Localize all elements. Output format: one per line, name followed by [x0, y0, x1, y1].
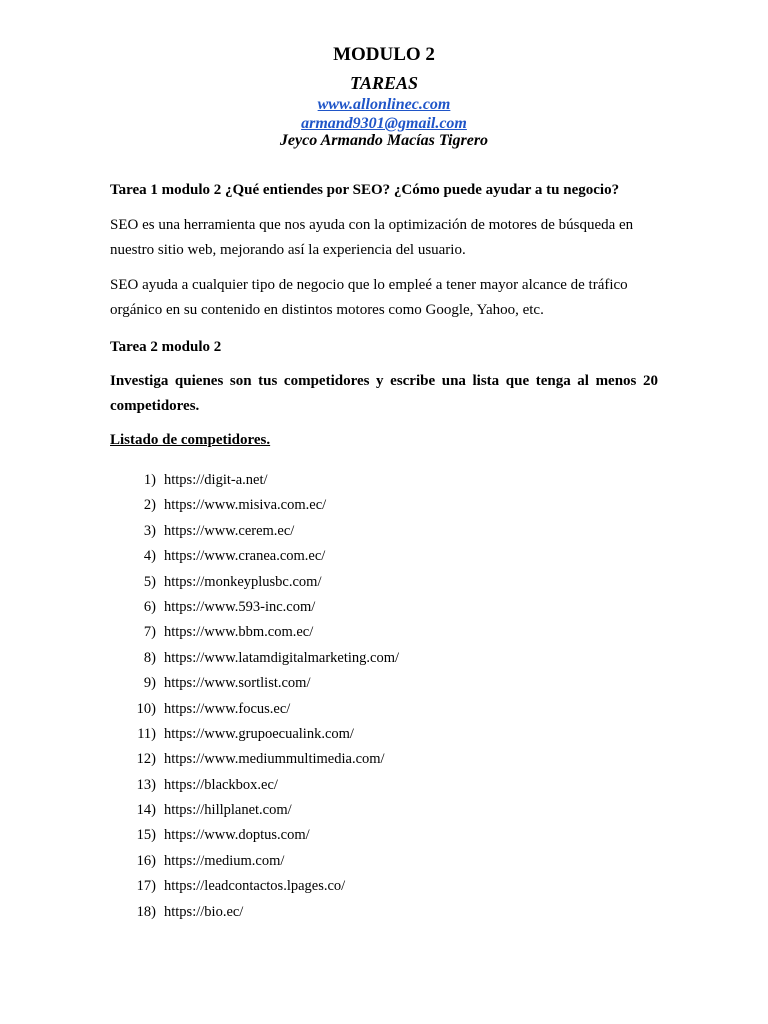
list-item	[110, 773, 670, 798]
list-item-url[interactable]: https://hillplanet.com/	[164, 802, 292, 819]
list-item-number: 4)	[143, 548, 156, 565]
list-item	[110, 620, 670, 645]
list-item-url[interactable]: https://www.sortlist.com/	[164, 675, 311, 692]
list-item	[110, 671, 670, 696]
list-item-url[interactable]: https://blackbox.ec/	[164, 776, 278, 793]
list-item	[110, 823, 670, 848]
list-item-url[interactable]: https://www.latamdigitalmarketing.com/	[164, 649, 400, 666]
competitors-list	[110, 468, 670, 925]
list-item	[110, 646, 670, 671]
list-item-url[interactable]: https://www.bbm.com.ec/	[164, 624, 314, 641]
list-item-url[interactable]: https://medium.com/	[164, 852, 285, 869]
list-item-number: 10)	[136, 700, 156, 717]
list-item-number: 14)	[136, 802, 156, 819]
email-line	[0, 115, 768, 133]
list-item-url[interactable]: https://www.grupoecualink.com/	[164, 725, 354, 742]
website-line	[0, 96, 768, 114]
competitors-list-heading: Listado de competidores.	[110, 432, 271, 448]
list-item-url[interactable]: https://bio.ec/	[164, 903, 244, 920]
list-item	[110, 519, 670, 544]
list-item-url[interactable]: https://www.doptus.com/	[164, 827, 310, 844]
list-item-number: 15)	[136, 827, 156, 844]
list-item-url[interactable]: https://leadcontactos.lpages.co/	[164, 878, 346, 895]
list-item	[110, 595, 670, 620]
list-item-number: 11)	[137, 725, 156, 742]
list-item-number: 16)	[136, 852, 156, 869]
list-item-url[interactable]: https://www.focus.ec/	[164, 700, 291, 717]
list-item	[110, 544, 670, 569]
document-title: MODULO 2	[333, 44, 435, 65]
list-item	[110, 747, 670, 772]
list-item	[110, 468, 670, 493]
list-item	[110, 697, 670, 722]
list-item-number: 1)	[143, 472, 156, 488]
list-item-number: 8)	[143, 649, 156, 666]
list-item-url[interactable]: https://monkeyplusbc.com/	[164, 573, 322, 590]
list-item-number: 17)	[136, 878, 156, 895]
list-item-url[interactable]: https://www.cranea.com.ec/	[164, 548, 326, 565]
email-link[interactable]: armand9301@gmail.com	[301, 115, 467, 132]
document-subtitle: TAREAS	[349, 73, 419, 93]
tarea2-title: Tarea 2 modulo 2	[110, 339, 222, 355]
list-item-number: 9)	[143, 675, 156, 692]
list-item	[110, 493, 670, 518]
tarea1-paragraph-2: SEO ayuda a cualquier tipo de negocio que lo empleé a tener mayor alcance de tráfico orgánico en su contenido en distintos motores como Google, Yahoo, etc.	[110, 277, 628, 318]
list-item-number: 7)	[143, 624, 156, 641]
list-item-number: 2)	[143, 497, 156, 514]
list-item-number: 6)	[143, 598, 156, 615]
author-name: Jeyco Armando Macías Tigrero	[279, 132, 489, 149]
tarea1-paragraph-1: SEO es una herramienta que nos ayuda con la optimización de motores de búsqueda en nuestro sitio web, mejorando así la experiencia del usuario.	[110, 217, 634, 258]
list-item-number: 5)	[143, 573, 156, 590]
list-item-url[interactable]: https://www.cerem.ec/	[164, 522, 295, 539]
list-item-number: 13)	[136, 776, 156, 793]
list-item-url[interactable]: https://www.mediummultimedia.com/	[164, 751, 385, 768]
list-item	[110, 849, 670, 874]
list-item-url[interactable]: https://www.misiva.com.ec/	[164, 497, 327, 514]
list-item	[110, 570, 670, 595]
list-item-url[interactable]: https://www.593-inc.com/	[164, 598, 316, 615]
list-item-url[interactable]: https://digit-a.net/	[164, 472, 268, 488]
tarea2-question: Investiga quienes son tus competidores y escribe una lista que tenga al menos 20 competidores.	[110, 373, 658, 414]
list-item	[110, 722, 670, 747]
list-item-number: 12)	[136, 751, 156, 768]
list-item	[110, 874, 670, 899]
list-item	[110, 900, 670, 925]
list-item-number: 18)	[136, 903, 156, 920]
list-item-number: 3)	[143, 522, 156, 539]
list-item	[110, 798, 670, 823]
tarea1-question: Tarea 1 modulo 2 ¿Qué entiendes por SEO? ¿Cómo puede ayudar a tu negocio?	[110, 182, 620, 198]
website-link[interactable]: www.allonlinec.com	[317, 96, 451, 113]
